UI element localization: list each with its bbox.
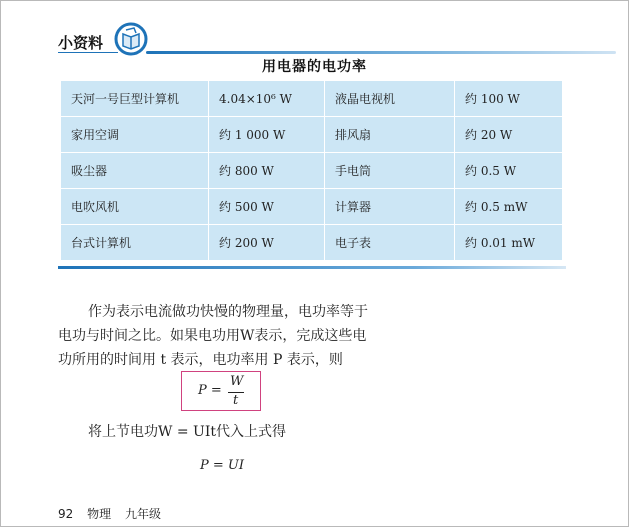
table-row	[61, 117, 563, 153]
header-label: 小资料	[58, 34, 104, 52]
formula-p-equals-ui: P = UI	[200, 458, 244, 473]
power-value-cell: 约 1 000 W	[209, 117, 325, 153]
appliance-name-cell: 排风扇	[325, 117, 455, 153]
footer-grade: 九年级	[124, 507, 161, 521]
formula-denominator: t	[233, 393, 239, 408]
appliance-name-cell: 液晶电视机	[325, 81, 455, 117]
header-underline	[58, 52, 118, 53]
appliance-name-cell: 吸尘器	[61, 153, 209, 189]
power-value-cell: 约 0.5 W	[455, 153, 563, 189]
appliance-name-cell: 台式计算机	[61, 225, 209, 261]
page-number: 92	[58, 507, 74, 521]
table-title: 用电器的电功率	[262, 59, 367, 75]
appliance-name-cell: 电子表	[325, 225, 455, 261]
power-value-cell: 4.04×10⁶ W	[209, 81, 325, 117]
info-box-bottom-rule	[58, 266, 566, 269]
formula-numerator: W	[230, 374, 244, 389]
table-row	[61, 189, 563, 225]
page-footer	[58, 505, 171, 522]
power-formula-box	[181, 371, 261, 411]
power-value-cell: 约 20 W	[455, 117, 563, 153]
formula-lhs: P =	[198, 383, 222, 398]
power-value-cell: 约 0.01 mW	[455, 225, 563, 261]
power-table	[60, 80, 563, 261]
substitution-sentence: 将上节电功W = UIt代入上式得	[88, 424, 286, 440]
header-rule	[146, 51, 616, 54]
power-value-cell: 约 200 W	[209, 225, 325, 261]
footer-subject: 物理	[87, 507, 112, 521]
book-icon	[114, 22, 148, 56]
appliance-name-cell: 天河一号巨型计算机	[61, 81, 209, 117]
table-row	[61, 225, 563, 261]
table-row	[61, 153, 563, 189]
appliance-name-cell: 手电筒	[325, 153, 455, 189]
appliance-name-cell: 计算器	[325, 189, 455, 225]
paragraph-line-3: 功所用的时间用 t 表示，电功率用 P 表示，则	[58, 352, 343, 368]
power-value-cell: 约 0.5 mW	[455, 189, 563, 225]
power-value-cell: 约 500 W	[209, 189, 325, 225]
power-value-cell: 约 800 W	[209, 153, 325, 189]
table-row	[61, 81, 563, 117]
appliance-name-cell: 电吹风机	[61, 189, 209, 225]
paragraph-line-1: 作为表示电流做功快慢的物理量，电功率等于	[88, 304, 368, 320]
paragraph-line-2: 电功与时间之比。如果电功用W表示，完成这些电	[58, 328, 367, 344]
power-value-cell: 约 100 W	[455, 81, 563, 117]
appliance-name-cell: 家用空调	[61, 117, 209, 153]
